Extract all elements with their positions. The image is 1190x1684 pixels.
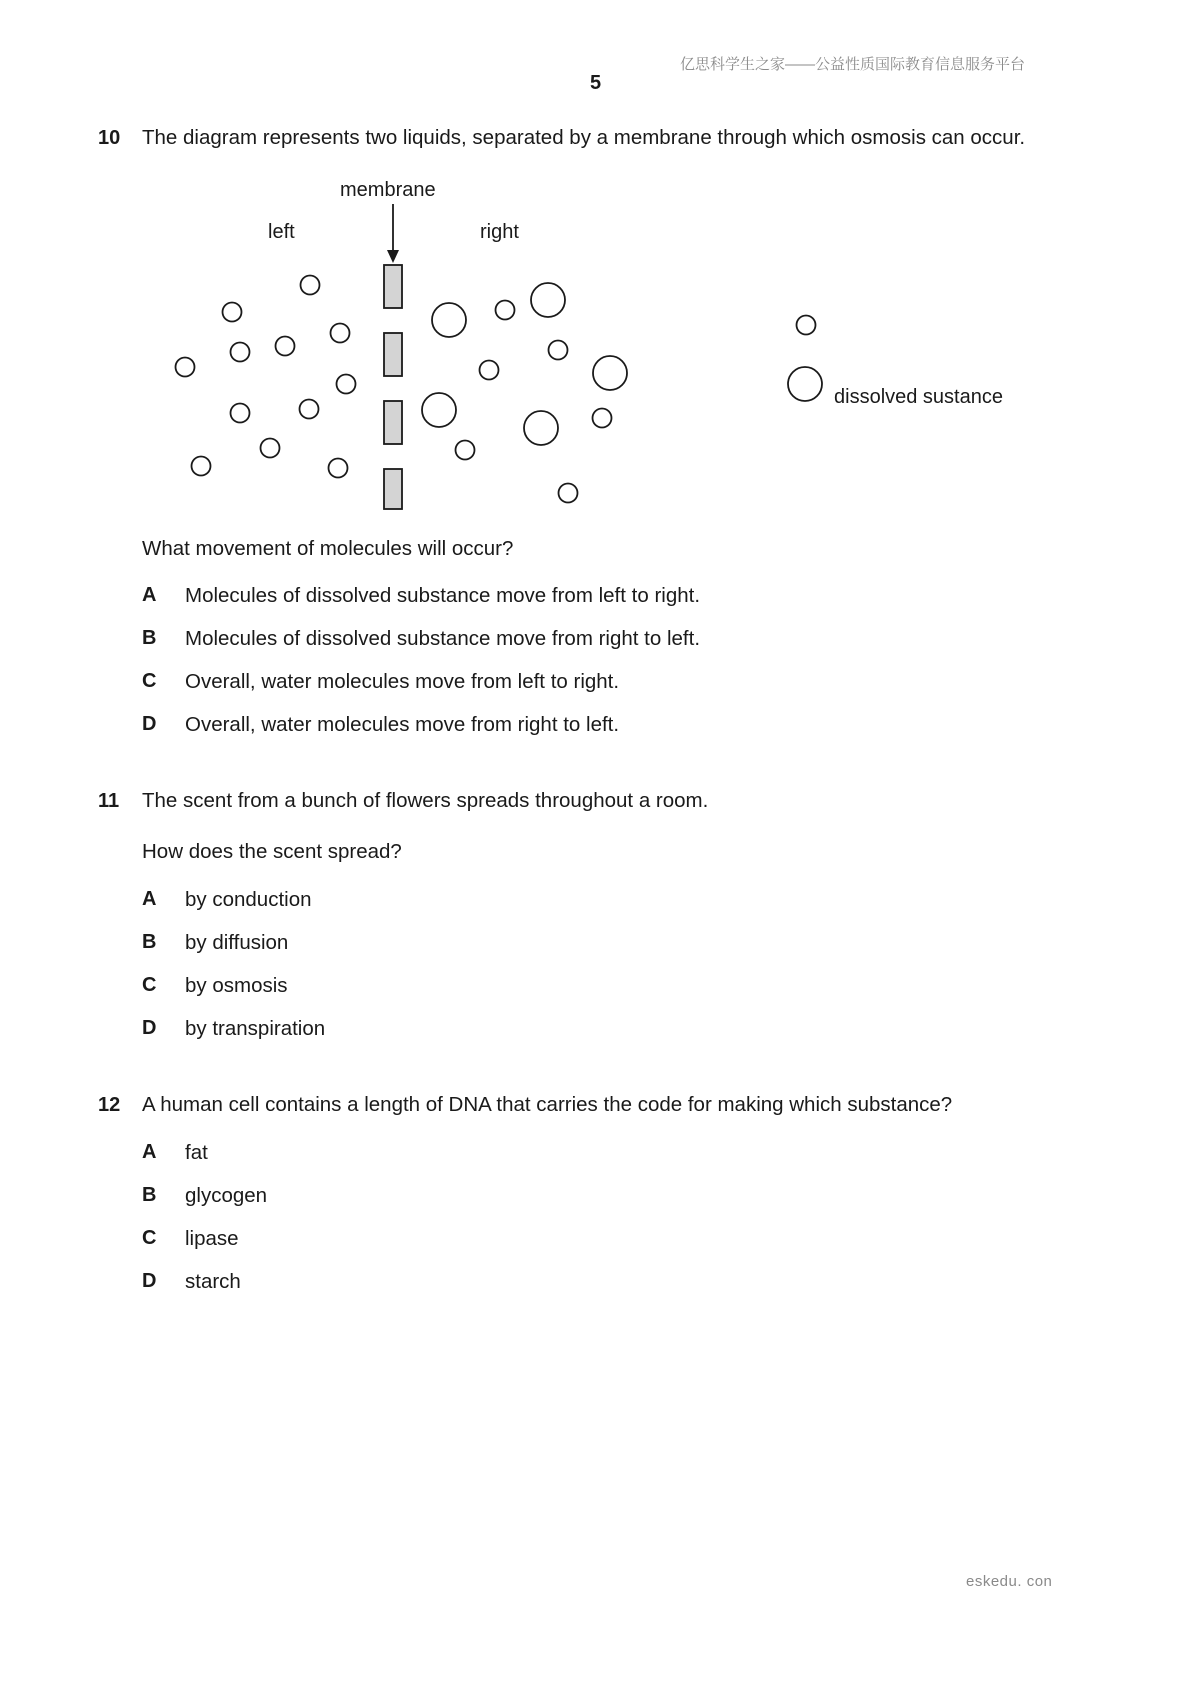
q10-option-c-text: Overall, water molecules move from left to right. bbox=[185, 670, 620, 693]
large-molecule bbox=[432, 303, 466, 337]
q11-option-a-text: by conduction bbox=[185, 888, 312, 911]
q10-option-c-letter: C bbox=[142, 670, 157, 692]
small-molecule bbox=[231, 343, 250, 362]
question-10-prompt: What movement of molecules will occur? bbox=[142, 537, 514, 560]
page-number: 5 bbox=[590, 72, 602, 94]
q12-option-c-letter: C bbox=[142, 1227, 157, 1249]
osmosis-diagram bbox=[160, 170, 1040, 520]
small-molecule bbox=[176, 358, 195, 377]
key-label: dissolved sustance bbox=[834, 386, 1003, 408]
large-molecule bbox=[531, 283, 565, 317]
diagram-key bbox=[788, 316, 822, 402]
q10-option-d-text: Overall, water molecules move from right to left. bbox=[185, 713, 620, 736]
right-molecules bbox=[422, 283, 627, 503]
small-molecule bbox=[549, 341, 568, 360]
membrane bbox=[384, 265, 402, 509]
q12-option-b-letter: B bbox=[142, 1184, 157, 1206]
q11-option-d-text: by transpiration bbox=[185, 1017, 326, 1040]
membrane-arrow bbox=[387, 204, 399, 263]
q11-option-d-letter: D bbox=[142, 1017, 157, 1039]
small-molecule bbox=[223, 303, 242, 322]
small-molecule bbox=[480, 361, 499, 380]
key-small-molecule bbox=[797, 316, 816, 335]
left-label: left bbox=[268, 221, 295, 243]
large-molecule bbox=[524, 411, 558, 445]
small-molecule bbox=[301, 276, 320, 295]
small-molecule bbox=[456, 441, 475, 460]
q12-option-c-text: lipase bbox=[185, 1227, 239, 1250]
q11-option-a-letter: A bbox=[142, 888, 157, 910]
small-molecule bbox=[337, 375, 356, 394]
large-molecule bbox=[593, 356, 627, 390]
membrane-label: membrane bbox=[340, 179, 436, 201]
q10-option-d-letter: D bbox=[142, 713, 157, 735]
q10-option-b-letter: B bbox=[142, 627, 157, 649]
q12-option-d-letter: D bbox=[142, 1270, 157, 1292]
small-molecule bbox=[192, 457, 211, 476]
left-molecules bbox=[176, 276, 356, 478]
small-molecule bbox=[231, 404, 250, 423]
question-12-stem: A human cell contains a length of DNA that carries the code for making which substance? bbox=[142, 1093, 953, 1116]
q12-option-a-letter: A bbox=[142, 1141, 157, 1163]
footer-site: eskedu. con bbox=[966, 1573, 1053, 1590]
question-10-number: 10 bbox=[98, 127, 121, 149]
q10-option-a-letter: A bbox=[142, 584, 157, 606]
question-11-prompt: How does the scent spread? bbox=[142, 840, 402, 863]
q11-option-b-text: by diffusion bbox=[185, 931, 289, 954]
small-molecule bbox=[276, 337, 295, 356]
question-12-number: 12 bbox=[98, 1094, 121, 1116]
q10-option-b-text: Molecules of dissolved substance move from right to left. bbox=[185, 627, 701, 650]
key-large-molecule bbox=[788, 367, 822, 401]
small-molecule bbox=[300, 400, 319, 419]
header-watermark: 亿思科学生之家——公益性质国际教育信息服务平台 bbox=[680, 56, 1026, 73]
small-molecule bbox=[261, 439, 280, 458]
q12-option-d-text: starch bbox=[185, 1270, 241, 1293]
question-10-stem: The diagram represents two liquids, separated by a membrane through which osmosis can occur. bbox=[142, 126, 1026, 149]
small-molecule bbox=[559, 484, 578, 503]
q11-option-c-text: by osmosis bbox=[185, 974, 288, 997]
small-molecule bbox=[496, 301, 515, 320]
q12-option-b-text: glycogen bbox=[185, 1184, 268, 1207]
right-label: right bbox=[480, 221, 519, 243]
q10-option-a-text: Molecules of dissolved substance move from left to right. bbox=[185, 584, 701, 607]
large-molecule bbox=[422, 393, 456, 427]
q12-option-a-text: fat bbox=[185, 1141, 208, 1164]
question-11-stem: The scent from a bunch of flowers spreads throughout a room. bbox=[142, 789, 709, 812]
small-molecule bbox=[593, 409, 612, 428]
question-11-number: 11 bbox=[98, 790, 120, 812]
q11-option-b-letter: B bbox=[142, 931, 157, 953]
q11-option-c-letter: C bbox=[142, 974, 157, 996]
small-molecule bbox=[331, 324, 350, 343]
small-molecule bbox=[329, 459, 348, 478]
